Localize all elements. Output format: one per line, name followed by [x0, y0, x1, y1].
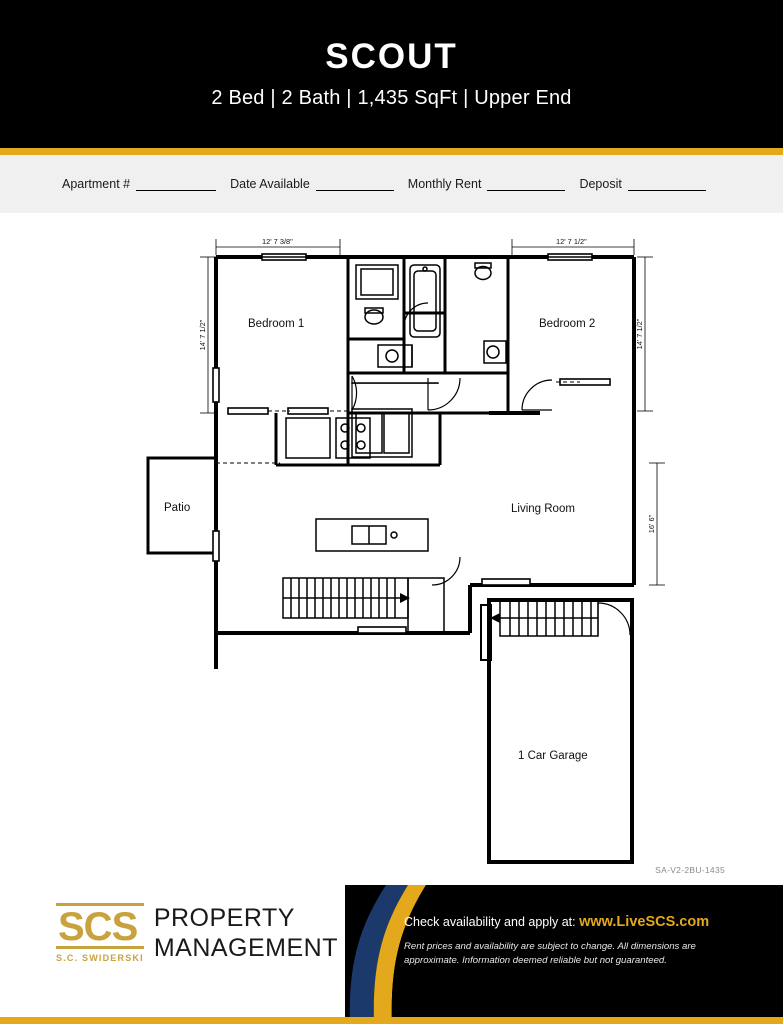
bathroom-fixtures: [356, 263, 506, 367]
dimension-bed1-depth: 14' 7 1/2": [198, 319, 207, 351]
garage-stairs: [500, 600, 598, 636]
room-label-bedroom-2: Bedroom 2: [539, 318, 596, 330]
apartment-number-blank[interactable]: [136, 178, 216, 191]
logo-mark: SCS: [56, 903, 144, 949]
availability-block: [404, 914, 749, 968]
floorplan-drawing: [0, 213, 783, 885]
monthly-rent-blank[interactable]: [487, 178, 565, 191]
date-available-field[interactable]: [230, 177, 394, 191]
date-available-label: Date Available: [230, 177, 310, 191]
gold-divider-top: [0, 148, 783, 155]
room-label-garage: 1 Car Garage: [518, 750, 588, 762]
header: [0, 0, 783, 148]
deposit-blank[interactable]: [628, 178, 706, 191]
apartment-number-field[interactable]: [62, 177, 216, 191]
availability-text: Check availability and apply at:: [404, 915, 576, 929]
room-label-patio: Patio: [164, 502, 191, 514]
stairs-interior: [283, 578, 444, 633]
patio-connector: [216, 382, 580, 463]
company-logo: [56, 903, 338, 963]
logo-subtext: S.C. SWIDERSKI: [56, 953, 144, 963]
monthly-rent-label: Monthly Rent: [407, 177, 482, 191]
footer: [0, 885, 783, 1024]
website-link[interactable]: www.LiveSCS.com: [579, 914, 710, 930]
dimension-bed2-width: 12' 7 1/2": [556, 237, 587, 246]
dimension-bed2-depth: 14' 7 1/2": [635, 318, 644, 350]
plan-code: SA-V2-2BU-1435: [655, 865, 725, 875]
room-label-living-room: Living Room: [511, 503, 575, 515]
deposit-label: Deposit: [579, 177, 622, 191]
interior-walls: [276, 257, 508, 465]
dimension-bed1-width: 12' 7 3/8": [262, 237, 293, 246]
gold-divider-bottom: [0, 1017, 783, 1024]
monthly-rent-field[interactable]: [408, 177, 566, 191]
logo-word-property: PROPERTY: [153, 904, 295, 932]
info-bar: [0, 155, 783, 213]
room-label-bedroom-1: Bedroom 1: [248, 318, 305, 330]
apartment-number-label: Apartment #: [62, 177, 131, 191]
deposit-field[interactable]: [579, 177, 705, 191]
page-subtitle: 2 Bed | 2 Bath | 1,435 SqFt | Upper End: [211, 86, 572, 109]
page-title: SCOUT: [325, 37, 458, 77]
date-available-blank[interactable]: [316, 178, 394, 191]
logo-word-management: MANAGEMENT: [153, 934, 338, 962]
dimension-living-depth: 16' 6": [647, 514, 656, 534]
garage-walls: [489, 600, 632, 862]
disclaimer-text: Rent prices and availability are subject to change. All dimensions are approximate. Information deemed reliable but not guaranteed.: [404, 941, 696, 966]
